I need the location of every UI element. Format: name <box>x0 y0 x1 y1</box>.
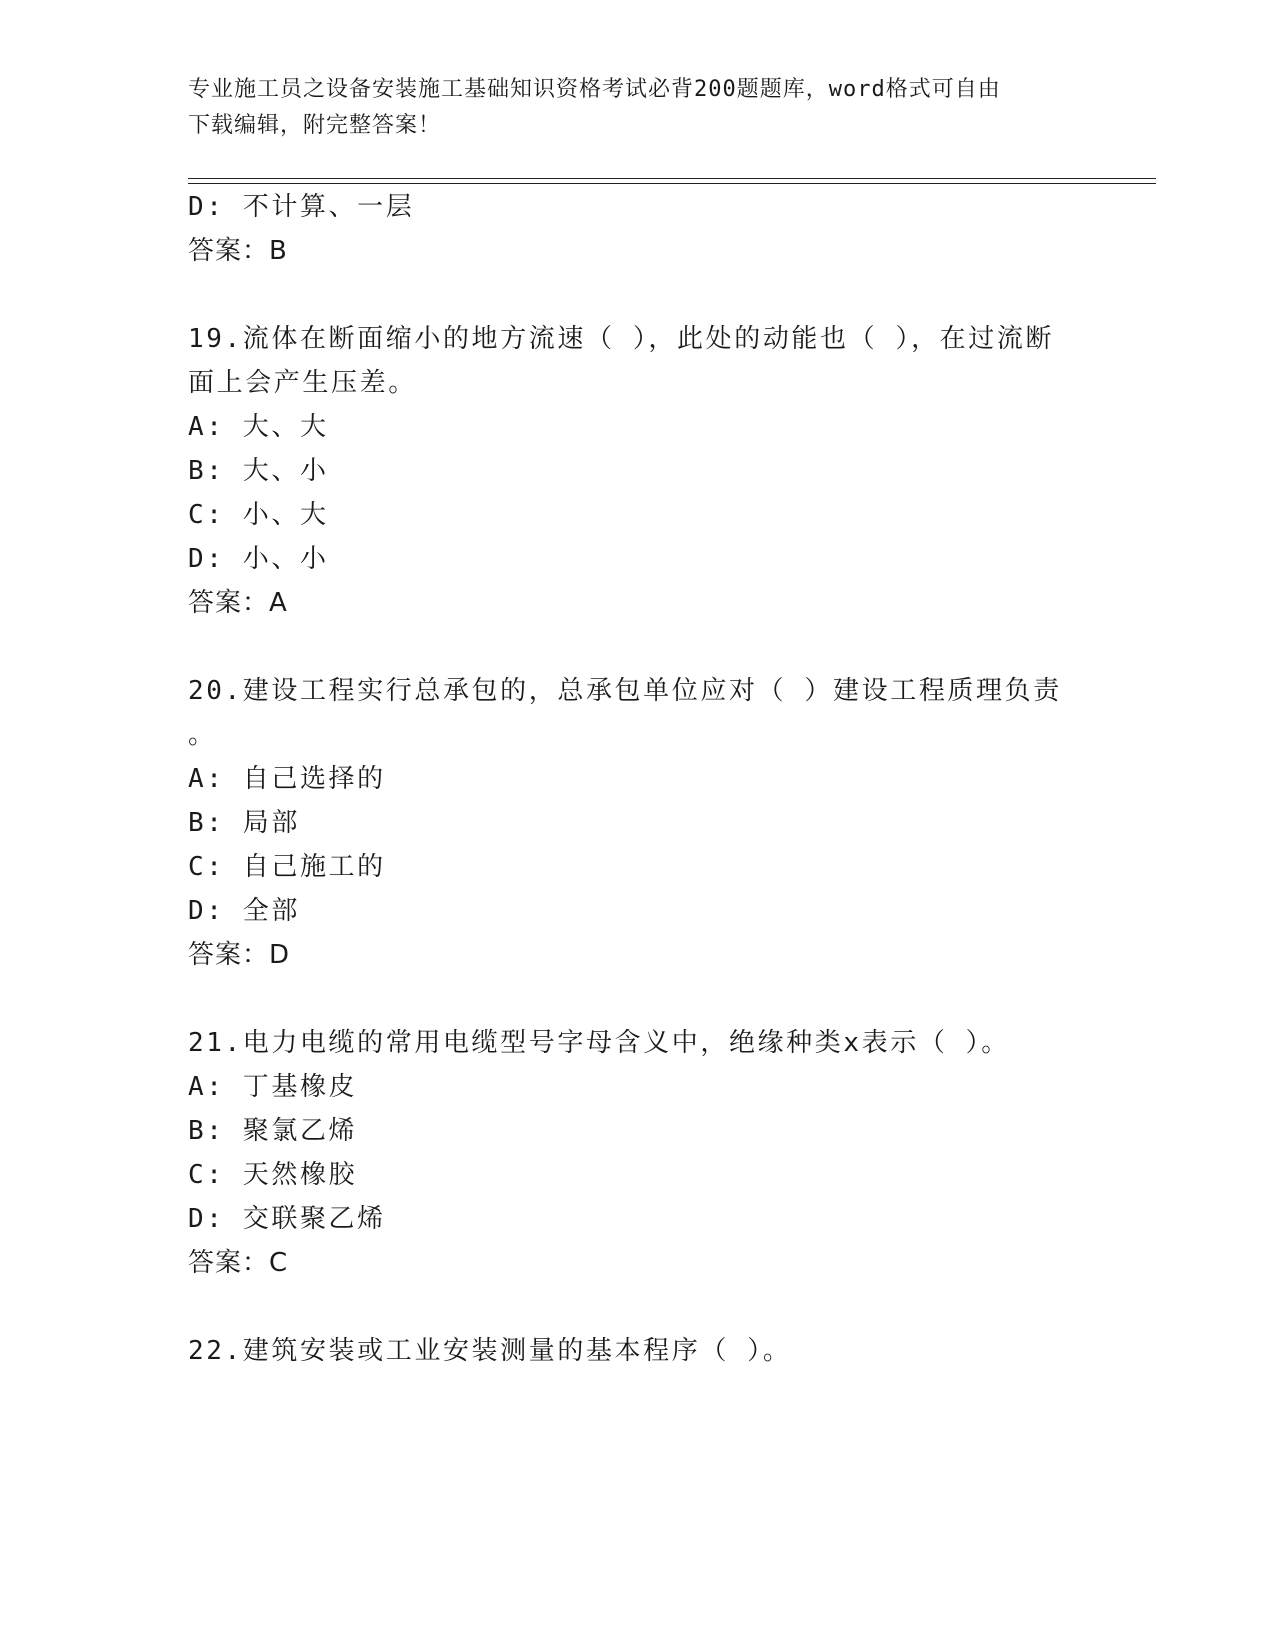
q20-stem-line-1: 20.建设工程实行总承包的，总承包单位应对（ ）建设工程质理负责 <box>188 676 1062 706</box>
q22-stem-line-1: 22.建筑安装或工业安装测量的基本程序（ ）。 <box>188 1336 792 1366</box>
q18-option-d: D: 不计算、一层 <box>188 192 415 222</box>
q20-option-c: C: 自己施工的 <box>188 852 386 882</box>
header-rule-bottom <box>188 183 1156 184</box>
q20-option-d: D: 全部 <box>188 896 300 926</box>
q19-option-b: B: 大、小 <box>188 456 329 486</box>
q19-option-d: D: 小、小 <box>188 544 329 574</box>
q19-answer: 答案：A <box>188 588 288 618</box>
q18-answer: 答案：B <box>188 236 288 266</box>
q21-answer: 答案：C <box>188 1248 289 1278</box>
q20-option-a: A: 自己选择的 <box>188 764 386 794</box>
q20-stem-line-2: 。 <box>188 720 217 750</box>
q19-stem-line-2: 面上会产生压差。 <box>188 368 417 398</box>
document-header <box>188 72 1088 144</box>
q21-option-a: A: 丁基橡皮 <box>188 1072 358 1102</box>
q21-option-b: B: 聚氯乙烯 <box>188 1116 358 1146</box>
q21-stem-line-1: 21.电力电缆的常用电缆型号字母含义中，绝缘种类x表示（ ）。 <box>188 1028 1010 1058</box>
q20-answer: 答案：D <box>188 940 291 970</box>
header-rule-top <box>188 178 1156 179</box>
q20-option-b: B: 局部 <box>188 808 300 838</box>
header-line-2: 下载编辑，附完整答案！ <box>188 113 442 138</box>
q21-option-d: D: 交联聚乙烯 <box>188 1204 386 1234</box>
q19-option-c: C: 小、大 <box>188 500 329 530</box>
header-line-1: 专业施工员之设备安装施工基础知识资格考试必背200题题库，word格式可自由 <box>188 77 1001 102</box>
q19-option-a: A: 大、大 <box>188 412 329 442</box>
q21-option-c: C: 天然橡胶 <box>188 1160 358 1190</box>
q19-stem-line-1: 19.流体在断面缩小的地方流速（ ），此处的动能也（ ），在过流断 <box>188 324 1055 354</box>
